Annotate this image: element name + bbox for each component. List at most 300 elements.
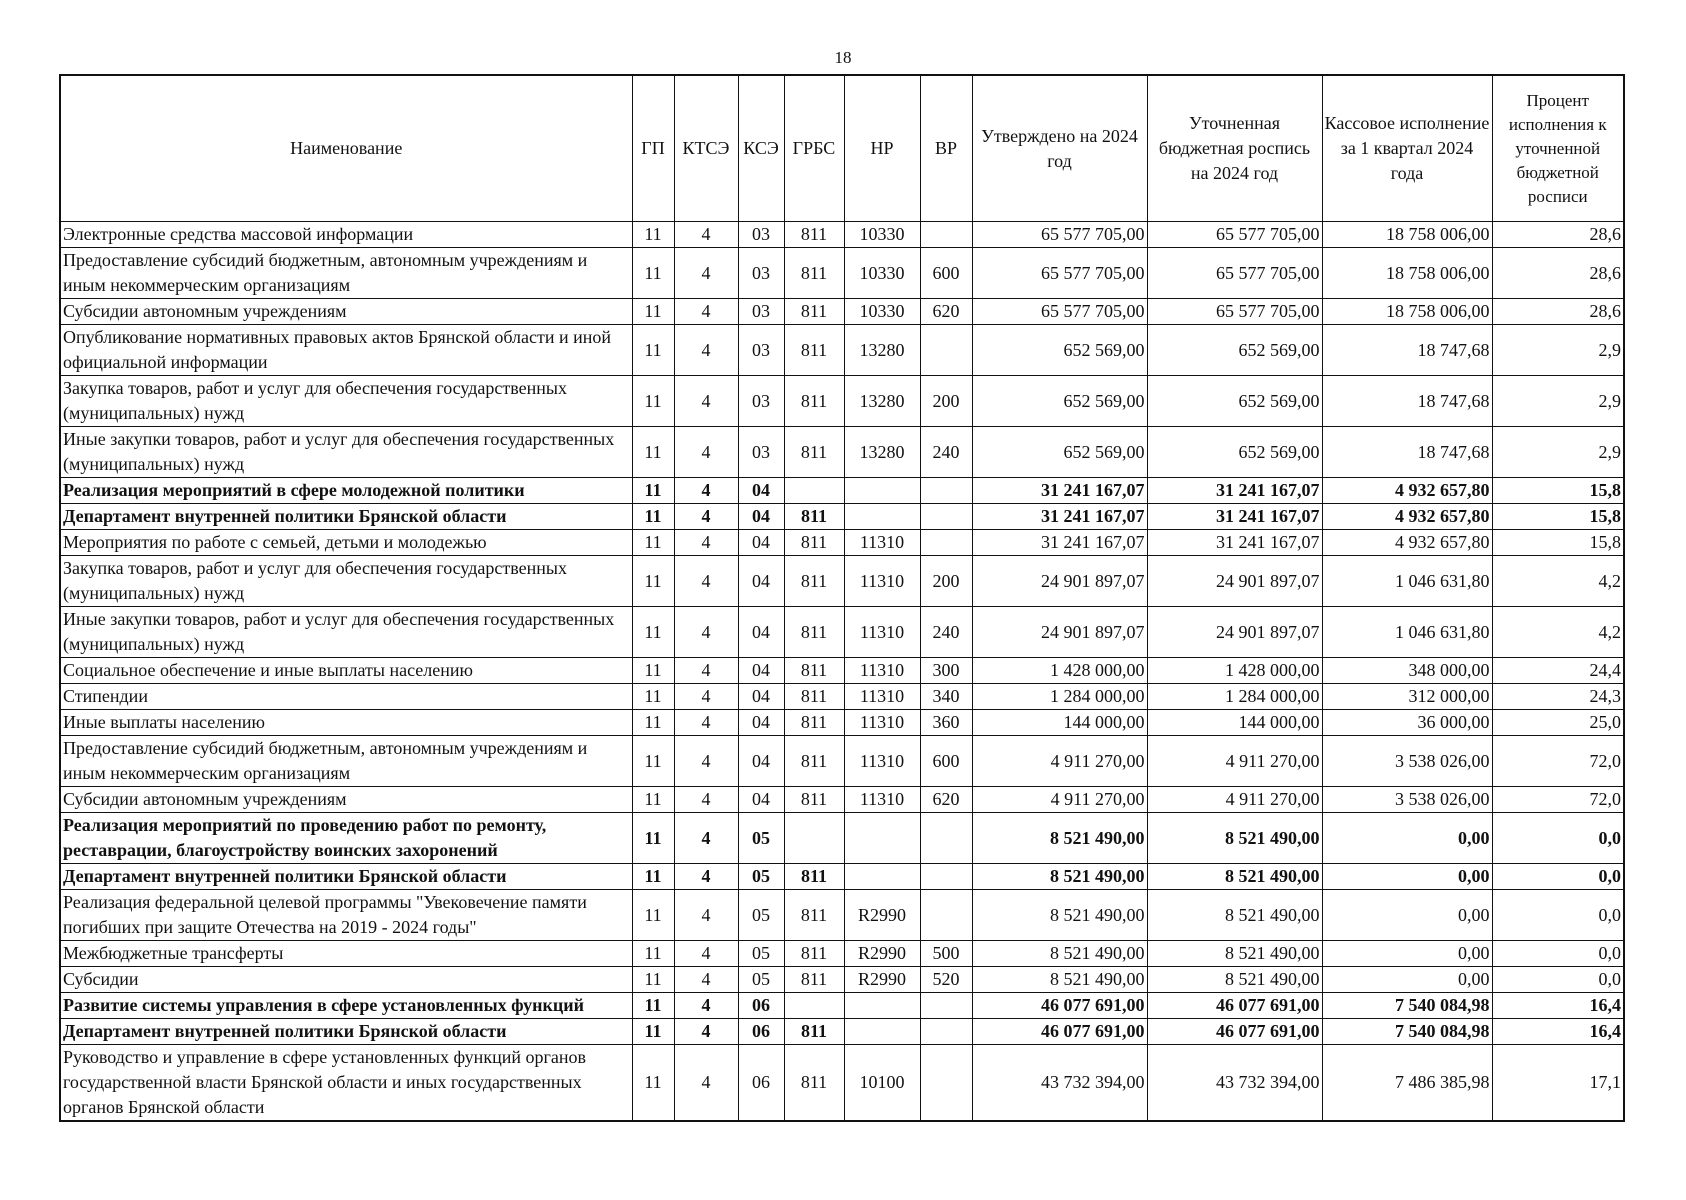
cell-nr: R2990 xyxy=(844,890,920,941)
cell-vr: 520 xyxy=(920,967,972,993)
cell-ktse: 4 xyxy=(674,967,738,993)
cell-name: Закупка товаров, работ и услуг для обеспечения государственных (муниципальных) нужд xyxy=(60,556,632,607)
cell-cash: 3 538 026,00 xyxy=(1322,787,1492,813)
cell-percent: 2,9 xyxy=(1492,376,1624,427)
cell-name: Развитие системы управления в сфере установленных функций xyxy=(60,993,632,1019)
cell-nr xyxy=(844,993,920,1019)
cell-percent: 24,4 xyxy=(1492,658,1624,684)
table-row xyxy=(60,222,1624,248)
cell-ktse: 4 xyxy=(674,299,738,325)
cell-ktse: 4 xyxy=(674,530,738,556)
table-row xyxy=(60,1019,1624,1045)
cell-gp: 11 xyxy=(632,813,674,864)
cell-cash: 1 046 631,80 xyxy=(1322,556,1492,607)
header-percent: Процент исполнения к уточненной бюджетной росписи xyxy=(1492,75,1624,222)
cell-gp: 11 xyxy=(632,710,674,736)
cell-percent: 16,4 xyxy=(1492,1019,1624,1045)
cell-refined: 31 241 167,07 xyxy=(1147,504,1322,530)
cell-percent: 0,0 xyxy=(1492,941,1624,967)
cell-name: Департамент внутренней политики Брянской области xyxy=(60,864,632,890)
cell-name: Реализация мероприятий по проведению работ по ремонту, реставрации, благоустройству воинских захоронений xyxy=(60,813,632,864)
cell-gp: 11 xyxy=(632,427,674,478)
cell-refined: 1 428 000,00 xyxy=(1147,658,1322,684)
cell-gp: 11 xyxy=(632,658,674,684)
cell-refined: 24 901 897,07 xyxy=(1147,556,1322,607)
table-body xyxy=(60,222,1624,1122)
cell-refined: 65 577 705,00 xyxy=(1147,248,1322,299)
cell-approved: 652 569,00 xyxy=(972,376,1147,427)
cell-nr xyxy=(844,504,920,530)
cell-kse: 03 xyxy=(738,222,784,248)
cell-vr: 600 xyxy=(920,736,972,787)
cell-nr xyxy=(844,864,920,890)
table-row xyxy=(60,530,1624,556)
table-row xyxy=(60,248,1624,299)
table-row xyxy=(60,376,1624,427)
cell-approved: 31 241 167,07 xyxy=(972,530,1147,556)
cell-cash: 18 747,68 xyxy=(1322,376,1492,427)
cell-nr: R2990 xyxy=(844,941,920,967)
cell-name: Предоставление субсидий бюджетным, автономным учреждениям и иным некоммерческим организациям xyxy=(60,736,632,787)
cell-name: Опубликование нормативных правовых актов Брянской области и иной официальной информации xyxy=(60,325,632,376)
cell-grbs: 811 xyxy=(784,658,844,684)
cell-nr: 11310 xyxy=(844,787,920,813)
cell-grbs: 811 xyxy=(784,1045,844,1122)
cell-grbs: 811 xyxy=(784,607,844,658)
cell-gp: 11 xyxy=(632,248,674,299)
table-row xyxy=(60,864,1624,890)
cell-approved: 8 521 490,00 xyxy=(972,967,1147,993)
cell-name: Субсидии xyxy=(60,967,632,993)
cell-grbs xyxy=(784,813,844,864)
cell-kse: 04 xyxy=(738,684,784,710)
cell-percent: 4,2 xyxy=(1492,607,1624,658)
cell-cash: 18 758 006,00 xyxy=(1322,248,1492,299)
cell-approved: 65 577 705,00 xyxy=(972,299,1147,325)
cell-ktse: 4 xyxy=(674,658,738,684)
cell-kse: 04 xyxy=(738,607,784,658)
cell-name: Департамент внутренней политики Брянской области xyxy=(60,504,632,530)
cell-kse: 04 xyxy=(738,556,784,607)
cell-approved: 144 000,00 xyxy=(972,710,1147,736)
cell-ktse: 4 xyxy=(674,478,738,504)
cell-nr: 10330 xyxy=(844,222,920,248)
cell-name: Реализация мероприятий в сфере молодежной политики xyxy=(60,478,632,504)
cell-vr: 620 xyxy=(920,299,972,325)
cell-ktse: 4 xyxy=(674,684,738,710)
cell-gp: 11 xyxy=(632,325,674,376)
cell-percent: 17,1 xyxy=(1492,1045,1624,1122)
cell-kse: 05 xyxy=(738,864,784,890)
cell-approved: 652 569,00 xyxy=(972,427,1147,478)
cell-cash: 7 486 385,98 xyxy=(1322,1045,1492,1122)
header-gp: ГП xyxy=(632,75,674,222)
cell-grbs xyxy=(784,478,844,504)
cell-approved: 31 241 167,07 xyxy=(972,478,1147,504)
cell-vr: 500 xyxy=(920,941,972,967)
cell-cash: 312 000,00 xyxy=(1322,684,1492,710)
cell-grbs xyxy=(784,993,844,1019)
cell-percent: 15,8 xyxy=(1492,504,1624,530)
header-nr: НР xyxy=(844,75,920,222)
cell-nr: 13280 xyxy=(844,427,920,478)
cell-percent: 28,6 xyxy=(1492,222,1624,248)
cell-percent: 2,9 xyxy=(1492,325,1624,376)
cell-cash: 0,00 xyxy=(1322,941,1492,967)
cell-cash: 4 932 657,80 xyxy=(1322,504,1492,530)
cell-gp: 11 xyxy=(632,736,674,787)
cell-vr xyxy=(920,504,972,530)
cell-grbs: 811 xyxy=(784,787,844,813)
table-row xyxy=(60,890,1624,941)
cell-grbs: 811 xyxy=(784,325,844,376)
cell-ktse: 4 xyxy=(674,248,738,299)
cell-grbs: 811 xyxy=(784,530,844,556)
cell-nr: 11310 xyxy=(844,684,920,710)
cell-cash: 0,00 xyxy=(1322,967,1492,993)
cell-percent: 0,0 xyxy=(1492,813,1624,864)
cell-nr: 11310 xyxy=(844,607,920,658)
cell-kse: 04 xyxy=(738,478,784,504)
cell-grbs: 811 xyxy=(784,299,844,325)
cell-refined: 652 569,00 xyxy=(1147,325,1322,376)
cell-refined: 8 521 490,00 xyxy=(1147,941,1322,967)
cell-vr: 340 xyxy=(920,684,972,710)
table-row xyxy=(60,1045,1624,1122)
cell-grbs: 811 xyxy=(784,1019,844,1045)
cell-kse: 05 xyxy=(738,813,784,864)
cell-vr xyxy=(920,993,972,1019)
cell-vr xyxy=(920,864,972,890)
cell-refined: 8 521 490,00 xyxy=(1147,864,1322,890)
cell-gp: 11 xyxy=(632,530,674,556)
cell-name: Социальное обеспечение и иные выплаты населению xyxy=(60,658,632,684)
cell-gp: 11 xyxy=(632,504,674,530)
cell-grbs: 811 xyxy=(784,248,844,299)
table-row xyxy=(60,684,1624,710)
cell-percent: 24,3 xyxy=(1492,684,1624,710)
cell-name: Электронные средства массовой информации xyxy=(60,222,632,248)
cell-cash: 7 540 084,98 xyxy=(1322,1019,1492,1045)
cell-nr: 10330 xyxy=(844,299,920,325)
table-row xyxy=(60,710,1624,736)
cell-nr: 10100 xyxy=(844,1045,920,1122)
cell-kse: 04 xyxy=(738,530,784,556)
cell-grbs: 811 xyxy=(784,710,844,736)
cell-cash: 0,00 xyxy=(1322,864,1492,890)
cell-approved: 8 521 490,00 xyxy=(972,864,1147,890)
cell-approved: 24 901 897,07 xyxy=(972,607,1147,658)
cell-percent: 72,0 xyxy=(1492,736,1624,787)
cell-ktse: 4 xyxy=(674,1019,738,1045)
cell-nr: 11310 xyxy=(844,736,920,787)
cell-refined: 24 901 897,07 xyxy=(1147,607,1322,658)
cell-name: Субсидии автономным учреждениям xyxy=(60,299,632,325)
cell-vr: 240 xyxy=(920,427,972,478)
cell-grbs: 811 xyxy=(784,376,844,427)
cell-nr: 10330 xyxy=(844,248,920,299)
cell-refined: 31 241 167,07 xyxy=(1147,530,1322,556)
cell-approved: 46 077 691,00 xyxy=(972,993,1147,1019)
cell-cash: 18 747,68 xyxy=(1322,427,1492,478)
cell-kse: 04 xyxy=(738,658,784,684)
cell-name: Предоставление субсидий бюджетным, автономным учреждениям и иным некоммерческим организациям xyxy=(60,248,632,299)
cell-ktse: 4 xyxy=(674,787,738,813)
cell-nr: 11310 xyxy=(844,710,920,736)
cell-ktse: 4 xyxy=(674,864,738,890)
cell-approved: 65 577 705,00 xyxy=(972,222,1147,248)
cell-kse: 04 xyxy=(738,504,784,530)
cell-kse: 03 xyxy=(738,248,784,299)
cell-grbs: 811 xyxy=(784,890,844,941)
cell-name: Иные выплаты населению xyxy=(60,710,632,736)
cell-approved: 8 521 490,00 xyxy=(972,890,1147,941)
cell-percent: 15,8 xyxy=(1492,530,1624,556)
cell-percent: 4,2 xyxy=(1492,556,1624,607)
header-kse: КСЭ xyxy=(738,75,784,222)
cell-approved: 31 241 167,07 xyxy=(972,504,1147,530)
cell-refined: 31 241 167,07 xyxy=(1147,478,1322,504)
cell-gp: 11 xyxy=(632,1045,674,1122)
table-row xyxy=(60,658,1624,684)
cell-cash: 4 932 657,80 xyxy=(1322,530,1492,556)
cell-grbs: 811 xyxy=(784,967,844,993)
header-approved: Утверждено на 2024 год xyxy=(972,75,1147,222)
table-row xyxy=(60,607,1624,658)
header-vr: ВР xyxy=(920,75,972,222)
cell-approved: 8 521 490,00 xyxy=(972,813,1147,864)
cell-vr: 300 xyxy=(920,658,972,684)
cell-name: Стипендии xyxy=(60,684,632,710)
cell-gp: 11 xyxy=(632,556,674,607)
cell-kse: 03 xyxy=(738,325,784,376)
cell-kse: 06 xyxy=(738,1019,784,1045)
cell-grbs: 811 xyxy=(784,941,844,967)
header-refined: Уточненная бюджетная роспись на 2024 год xyxy=(1147,75,1322,222)
cell-ktse: 4 xyxy=(674,1045,738,1122)
cell-ktse: 4 xyxy=(674,325,738,376)
cell-refined: 65 577 705,00 xyxy=(1147,299,1322,325)
cell-gp: 11 xyxy=(632,1019,674,1045)
cell-ktse: 4 xyxy=(674,376,738,427)
cell-vr xyxy=(920,1045,972,1122)
cell-ktse: 4 xyxy=(674,556,738,607)
cell-vr xyxy=(920,478,972,504)
cell-vr: 620 xyxy=(920,787,972,813)
cell-refined: 46 077 691,00 xyxy=(1147,993,1322,1019)
cell-approved: 8 521 490,00 xyxy=(972,941,1147,967)
cell-kse: 03 xyxy=(738,376,784,427)
cell-kse: 04 xyxy=(738,787,784,813)
cell-cash: 0,00 xyxy=(1322,890,1492,941)
cell-vr xyxy=(920,813,972,864)
cell-refined: 65 577 705,00 xyxy=(1147,222,1322,248)
cell-kse: 05 xyxy=(738,890,784,941)
cell-grbs: 811 xyxy=(784,684,844,710)
cell-name: Иные закупки товаров, работ и услуг для обеспечения государственных (муниципальных) нужд xyxy=(60,607,632,658)
cell-approved: 24 901 897,07 xyxy=(972,556,1147,607)
cell-vr: 600 xyxy=(920,248,972,299)
table-row xyxy=(60,299,1624,325)
cell-cash: 0,00 xyxy=(1322,813,1492,864)
cell-nr: 11310 xyxy=(844,658,920,684)
cell-cash: 36 000,00 xyxy=(1322,710,1492,736)
cell-percent: 16,4 xyxy=(1492,993,1624,1019)
cell-cash: 3 538 026,00 xyxy=(1322,736,1492,787)
cell-cash: 7 540 084,98 xyxy=(1322,993,1492,1019)
cell-name: Межбюджетные трансферты xyxy=(60,941,632,967)
cell-name: Мероприятия по работе с семьей, детьми и молодежью xyxy=(60,530,632,556)
cell-nr: R2990 xyxy=(844,967,920,993)
cell-nr xyxy=(844,813,920,864)
cell-grbs: 811 xyxy=(784,504,844,530)
cell-refined: 1 284 000,00 xyxy=(1147,684,1322,710)
cell-vr xyxy=(920,890,972,941)
table-row xyxy=(60,813,1624,864)
cell-ktse: 4 xyxy=(674,890,738,941)
cell-nr: 11310 xyxy=(844,530,920,556)
cell-approved: 1 284 000,00 xyxy=(972,684,1147,710)
header-grbs: ГРБС xyxy=(784,75,844,222)
table-row xyxy=(60,736,1624,787)
header-cash: Кассовое исполнение за 1 квартал 2024 года xyxy=(1322,75,1492,222)
cell-gp: 11 xyxy=(632,993,674,1019)
cell-approved: 1 428 000,00 xyxy=(972,658,1147,684)
cell-grbs: 811 xyxy=(784,736,844,787)
cell-nr xyxy=(844,478,920,504)
cell-percent: 72,0 xyxy=(1492,787,1624,813)
cell-name: Закупка товаров, работ и услуг для обеспечения государственных (муниципальных) нужд xyxy=(60,376,632,427)
cell-refined: 652 569,00 xyxy=(1147,376,1322,427)
cell-percent: 2,9 xyxy=(1492,427,1624,478)
cell-gp: 11 xyxy=(632,478,674,504)
cell-refined: 8 521 490,00 xyxy=(1147,813,1322,864)
table-row xyxy=(60,478,1624,504)
cell-vr: 200 xyxy=(920,556,972,607)
cell-nr: 11310 xyxy=(844,556,920,607)
cell-grbs: 811 xyxy=(784,427,844,478)
cell-ktse: 4 xyxy=(674,222,738,248)
cell-name: Руководство и управление в сфере установленных функций органов государственной власти Брянской области и иных государственных органов Брянской области xyxy=(60,1045,632,1122)
cell-name: Департамент внутренней политики Брянской области xyxy=(60,1019,632,1045)
cell-approved: 652 569,00 xyxy=(972,325,1147,376)
cell-gp: 11 xyxy=(632,941,674,967)
cell-refined: 144 000,00 xyxy=(1147,710,1322,736)
cell-percent: 15,8 xyxy=(1492,478,1624,504)
cell-nr: 13280 xyxy=(844,325,920,376)
cell-cash: 18 758 006,00 xyxy=(1322,299,1492,325)
cell-ktse: 4 xyxy=(674,504,738,530)
cell-ktse: 4 xyxy=(674,607,738,658)
cell-percent: 28,6 xyxy=(1492,248,1624,299)
cell-refined: 8 521 490,00 xyxy=(1147,890,1322,941)
cell-gp: 11 xyxy=(632,967,674,993)
cell-ktse: 4 xyxy=(674,813,738,864)
table-row xyxy=(60,325,1624,376)
cell-name: Реализация федеральной целевой программы "Увековечение памяти погибших при защите Отечества на 2019 - 2024 годы" xyxy=(60,890,632,941)
cell-vr xyxy=(920,325,972,376)
cell-approved: 46 077 691,00 xyxy=(972,1019,1147,1045)
cell-approved: 4 911 270,00 xyxy=(972,736,1147,787)
cell-gp: 11 xyxy=(632,299,674,325)
cell-kse: 06 xyxy=(738,993,784,1019)
table-row xyxy=(60,556,1624,607)
cell-cash: 18 758 006,00 xyxy=(1322,222,1492,248)
cell-ktse: 4 xyxy=(674,736,738,787)
cell-approved: 43 732 394,00 xyxy=(972,1045,1147,1122)
cell-grbs: 811 xyxy=(784,556,844,607)
cell-grbs: 811 xyxy=(784,222,844,248)
cell-grbs: 811 xyxy=(784,864,844,890)
cell-refined: 46 077 691,00 xyxy=(1147,1019,1322,1045)
cell-kse: 04 xyxy=(738,710,784,736)
cell-name: Субсидии автономным учреждениям xyxy=(60,787,632,813)
cell-ktse: 4 xyxy=(674,941,738,967)
cell-vr: 200 xyxy=(920,376,972,427)
cell-ktse: 4 xyxy=(674,710,738,736)
cell-name: Иные закупки товаров, работ и услуг для обеспечения государственных (муниципальных) нужд xyxy=(60,427,632,478)
cell-vr xyxy=(920,530,972,556)
table-row xyxy=(60,941,1624,967)
cell-gp: 11 xyxy=(632,607,674,658)
cell-kse: 03 xyxy=(738,299,784,325)
cell-vr: 240 xyxy=(920,607,972,658)
cell-cash: 4 932 657,80 xyxy=(1322,478,1492,504)
cell-kse: 06 xyxy=(738,1045,784,1122)
cell-gp: 11 xyxy=(632,787,674,813)
table-row xyxy=(60,993,1624,1019)
cell-percent: 0,0 xyxy=(1492,890,1624,941)
cell-ktse: 4 xyxy=(674,993,738,1019)
cell-approved: 4 911 270,00 xyxy=(972,787,1147,813)
budget-table xyxy=(59,74,1625,1122)
cell-refined: 4 911 270,00 xyxy=(1147,736,1322,787)
cell-approved: 65 577 705,00 xyxy=(972,248,1147,299)
table-row xyxy=(60,967,1624,993)
cell-kse: 05 xyxy=(738,967,784,993)
cell-refined: 652 569,00 xyxy=(1147,427,1322,478)
cell-nr xyxy=(844,1019,920,1045)
table-row xyxy=(60,427,1624,478)
header-name: Наименование xyxy=(60,75,632,222)
cell-refined: 4 911 270,00 xyxy=(1147,787,1322,813)
table-row xyxy=(60,787,1624,813)
table-row xyxy=(60,504,1624,530)
cell-gp: 11 xyxy=(632,376,674,427)
header-ktse: КТСЭ xyxy=(674,75,738,222)
cell-cash: 348 000,00 xyxy=(1322,658,1492,684)
cell-nr: 13280 xyxy=(844,376,920,427)
cell-vr xyxy=(920,1019,972,1045)
cell-kse: 05 xyxy=(738,941,784,967)
cell-gp: 11 xyxy=(632,684,674,710)
cell-ktse: 4 xyxy=(674,427,738,478)
cell-percent: 0,0 xyxy=(1492,967,1624,993)
cell-vr: 360 xyxy=(920,710,972,736)
cell-kse: 03 xyxy=(738,427,784,478)
cell-percent: 25,0 xyxy=(1492,710,1624,736)
cell-refined: 43 732 394,00 xyxy=(1147,1045,1322,1122)
page-number: 18 xyxy=(834,48,852,67)
header-row xyxy=(60,75,1624,222)
cell-gp: 11 xyxy=(632,222,674,248)
cell-percent: 28,6 xyxy=(1492,299,1624,325)
cell-gp: 11 xyxy=(632,864,674,890)
cell-kse: 04 xyxy=(738,736,784,787)
cell-cash: 18 747,68 xyxy=(1322,325,1492,376)
cell-cash: 1 046 631,80 xyxy=(1322,607,1492,658)
cell-refined: 8 521 490,00 xyxy=(1147,967,1322,993)
